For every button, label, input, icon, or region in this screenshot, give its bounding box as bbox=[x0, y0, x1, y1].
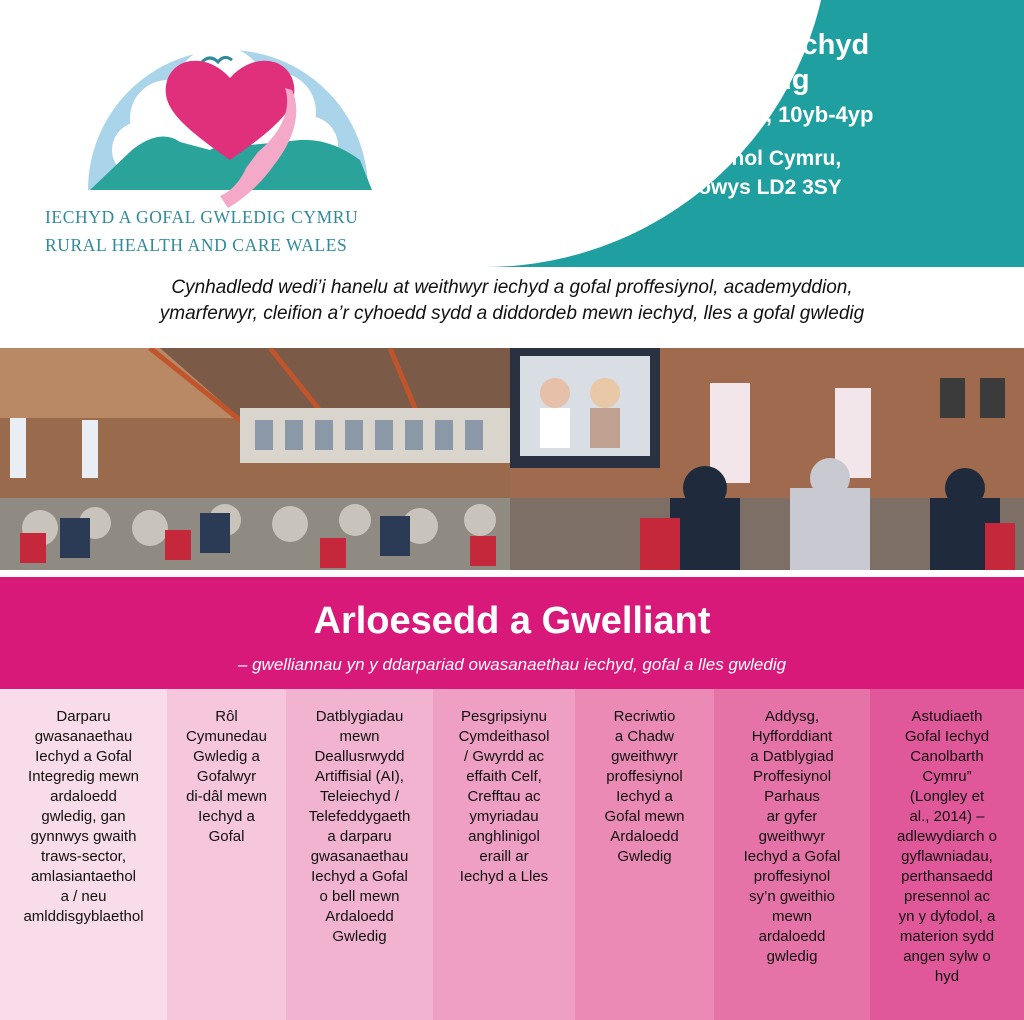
conference-venue: Maes Sioe Frenhinol Cymru, Llanelwedd, Powys LD2 3SY bbox=[558, 147, 842, 199]
presentation-room-photo bbox=[510, 348, 1024, 570]
intro-text: Cynhadledd wedi’i hanelu at weithwyr iechyd a gofal proffesiynol, academyddion, ymarferwyr, cleifion a’r cyhoedd sydd a diddordeb mewn iechyd, lles a gofal gwledig bbox=[159, 277, 865, 324]
conference-date: Tachwedd 11 a 12 2025, 10yb-4yp bbox=[526, 102, 874, 127]
topic-text: Addysg, Hyfforddiant a Datblygiad Proffesiynol Parhaus ar gyfer gweithwyr Iechyd a Gofal proffesiynol sy’n gweithio mewn ardaloedd gwledig bbox=[743, 708, 841, 965]
topic-text: Recriwtio a Chadw gweithwyr proffesiynol Iechyd a Gofal mewn Ardaloedd Gwledig bbox=[604, 708, 685, 865]
topic-text: Astudiaeth Gofal Iechyd Canolbarth Cymru” (Longley et al., 2014) – adlewydiarch o gyflawniadau, perthansaedd presennol ac yn y dyfodol, a materion sydd angen sylw o hyd bbox=[896, 708, 998, 985]
conference-header bbox=[430, 28, 970, 202]
logo-english-name: RURAL HEALTH AND CARE WALES bbox=[45, 235, 348, 255]
conference-photos bbox=[0, 348, 1024, 570]
topic-column bbox=[575, 689, 714, 1020]
topic-column bbox=[286, 689, 433, 1020]
topic-text: Darparu gwasanaethau Iechyd a Gofal Integredig mewn ardaloedd gwledig, gan gynnwys gwaith traws-sector, amlasiantaethol a / neu amlddisgyblaethol bbox=[23, 708, 144, 925]
header-section bbox=[0, 0, 1024, 267]
topic-text: Datblygiadau mewn Deallusrwydd Artiffisial (AI), Teleiechyd / Telefeddygaeth a darparu gwasanaethau Iechyd a Gofal o bell mewn Ardaloedd Gwledig bbox=[308, 708, 411, 945]
conference-title: Cynhadledd 2025 Iechyd a Gofal Gwledig bbox=[530, 29, 870, 96]
theme-title: Arloesedd a Gwelliant bbox=[313, 600, 711, 642]
theme-banner bbox=[0, 577, 1024, 689]
topic-column bbox=[714, 689, 870, 1020]
conference-hall-photo bbox=[0, 348, 510, 570]
topic-column bbox=[0, 689, 167, 1020]
logo-welsh-name: IECHYD A GOFAL GWLEDIG CYMRU bbox=[45, 207, 359, 227]
theme-subtitle: – gwelliannau yn y ddarpariad owasanaethau iechyd, gofal a lles gwledig bbox=[237, 655, 787, 674]
topic-column bbox=[167, 689, 286, 1020]
topic-text: Pesgripsiynu Cymdeithasol / Gwyrdd ac effaith Celf, Crefftau ac ymyriadau anghlinigol eraill ar Iechyd a Lles bbox=[458, 708, 550, 885]
topic-text: Rôl Cymunedau Gwledig a Gofalwyr di-dâl mewn Iechyd a Gofal bbox=[186, 708, 267, 845]
topic-column bbox=[433, 689, 575, 1020]
topic-column bbox=[870, 689, 1024, 1020]
topic-columns bbox=[0, 689, 1024, 1020]
